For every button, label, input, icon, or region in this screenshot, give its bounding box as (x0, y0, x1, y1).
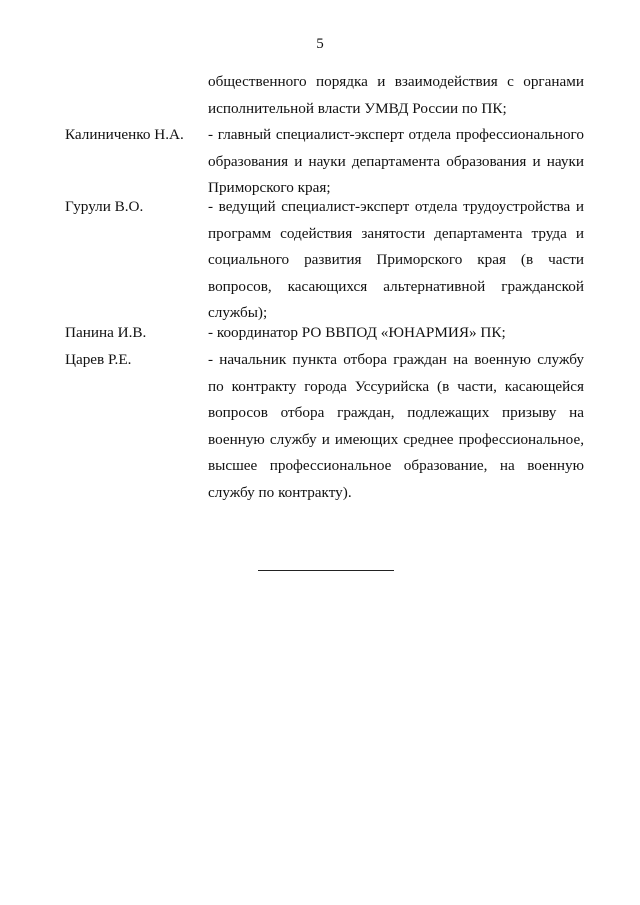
text-line: вопросов отбора граждан, подлежащих призыву на (208, 404, 584, 421)
text-line: - координатор РО ВВПОД «ЮНАРМИЯ» ПК; (208, 324, 506, 341)
end-divider (258, 570, 394, 571)
member-name: Панина И.В. (65, 324, 147, 341)
text-line: образования и науки департамента образования и науки (208, 152, 584, 170)
text-line: - ведущий специалист-эксперт отдела трудоустройства и (208, 198, 584, 215)
text-line: Приморского края; (208, 179, 331, 196)
continuation-text (208, 69, 584, 122)
member-role (208, 122, 584, 202)
text-line: службу по контракту). (208, 483, 352, 501)
member-role (208, 347, 584, 506)
text-line: общественного порядка и взаимодействия с органами (208, 73, 584, 90)
text-line: военную службу и имеющих среднее профессиональное, (208, 430, 584, 448)
member-role (208, 194, 584, 327)
text-line: высшее профессиональное образование, на военную (208, 457, 584, 474)
text-line: по контракту города Уссурийска (в части, касающейся (208, 377, 584, 395)
text-line: социального развития Приморского края (в части (208, 251, 584, 268)
member-name: Царев Р.Е. (65, 351, 132, 368)
text-line: службы); (208, 304, 268, 321)
member-name: Калиниченко Н.А. (65, 126, 184, 143)
text-line: исполнительной власти УМВД России по ПК; (208, 99, 507, 117)
text-line: - главный специалист-эксперт отдела профессионального (208, 126, 584, 143)
text-line: программ содействия занятости департамента труда и (208, 224, 584, 242)
member-name: Гурули В.О. (65, 198, 144, 215)
page-number: 5 (316, 36, 324, 52)
member-role (208, 320, 584, 347)
text-line: - начальник пункта отбора граждан на военную службу (208, 351, 584, 368)
text-line: вопросов, касающихся альтернативной гражданской (208, 277, 584, 295)
